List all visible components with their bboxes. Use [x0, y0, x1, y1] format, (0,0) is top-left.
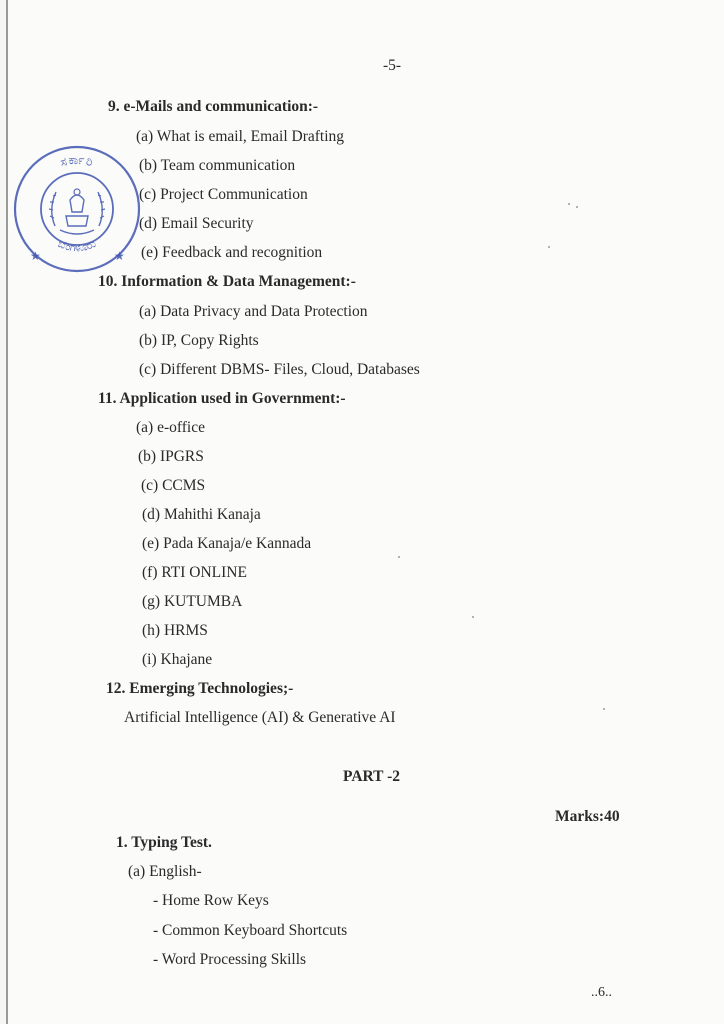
- scan-speck: [548, 246, 550, 248]
- seal-star: ★: [30, 249, 41, 263]
- page-number: -5-: [383, 57, 402, 74]
- list-item: - Common Keyboard Shortcuts: [153, 922, 348, 939]
- list-item: (h) HRMS: [142, 622, 208, 639]
- section-12-text: Artificial Intelligence (AI) & Generative AI: [124, 709, 396, 726]
- scan-speck: [576, 206, 578, 208]
- list-item: (b) Team communication: [139, 157, 296, 174]
- list-item: (c) CCMS: [141, 477, 206, 494]
- list-item: (a) e-office: [136, 419, 205, 436]
- seal-top-text: ಸರ್ಕಾರಿ: [58, 152, 96, 170]
- list-item: (c) Project Communication: [139, 186, 308, 203]
- list-item: (d) Email Security: [139, 215, 254, 232]
- official-seal-stamp: [10, 142, 144, 276]
- list-item: (i) Khajane: [142, 651, 213, 668]
- list-item: (d) Mahithi Kanaja: [142, 506, 261, 523]
- section-12-heading: 12. Emerging Technologies;-: [106, 680, 294, 697]
- list-item: (f) RTI ONLINE: [142, 564, 247, 581]
- list-item: (c) Different DBMS- Files, Cloud, Databases: [139, 361, 420, 378]
- list-item: (e) Pada Kanaja/e Kannada: [142, 535, 312, 552]
- scan-speck: [603, 708, 605, 710]
- scan-speck: [398, 556, 400, 558]
- marks-label: Marks:40: [555, 808, 620, 825]
- list-item: (b) IP, Copy Rights: [139, 332, 259, 349]
- scan-speck: [568, 203, 570, 205]
- list-item: (b) IPGRS: [138, 448, 204, 465]
- seal-bottom-text: ಬೆಂಗಳೂರು: [56, 236, 98, 255]
- list-item: - Word Processing Skills: [153, 951, 307, 968]
- list-item: (a) Data Privacy and Data Protection: [139, 303, 368, 320]
- seal-star: ★: [114, 249, 125, 263]
- part-2-title: PART -2: [343, 768, 401, 785]
- section-11-heading: 11. Application used in Government:-: [98, 390, 346, 407]
- list-item: (a) What is email, Email Drafting: [136, 128, 345, 145]
- list-item: (g) KUTUMBA: [142, 593, 243, 610]
- typing-test-heading: 1. Typing Test.: [116, 834, 212, 851]
- list-item: (e) Feedback and recognition: [141, 244, 323, 261]
- section-9-heading: 9. e-Mails and communication:-: [108, 98, 319, 115]
- scan-speck: [472, 616, 474, 618]
- section-10-heading: 10. Information & Data Management:-: [98, 273, 356, 290]
- typing-test-sub: (a) English-: [128, 863, 202, 880]
- next-page-indicator: ..6..: [591, 985, 612, 1000]
- list-item: - Home Row Keys: [153, 892, 269, 909]
